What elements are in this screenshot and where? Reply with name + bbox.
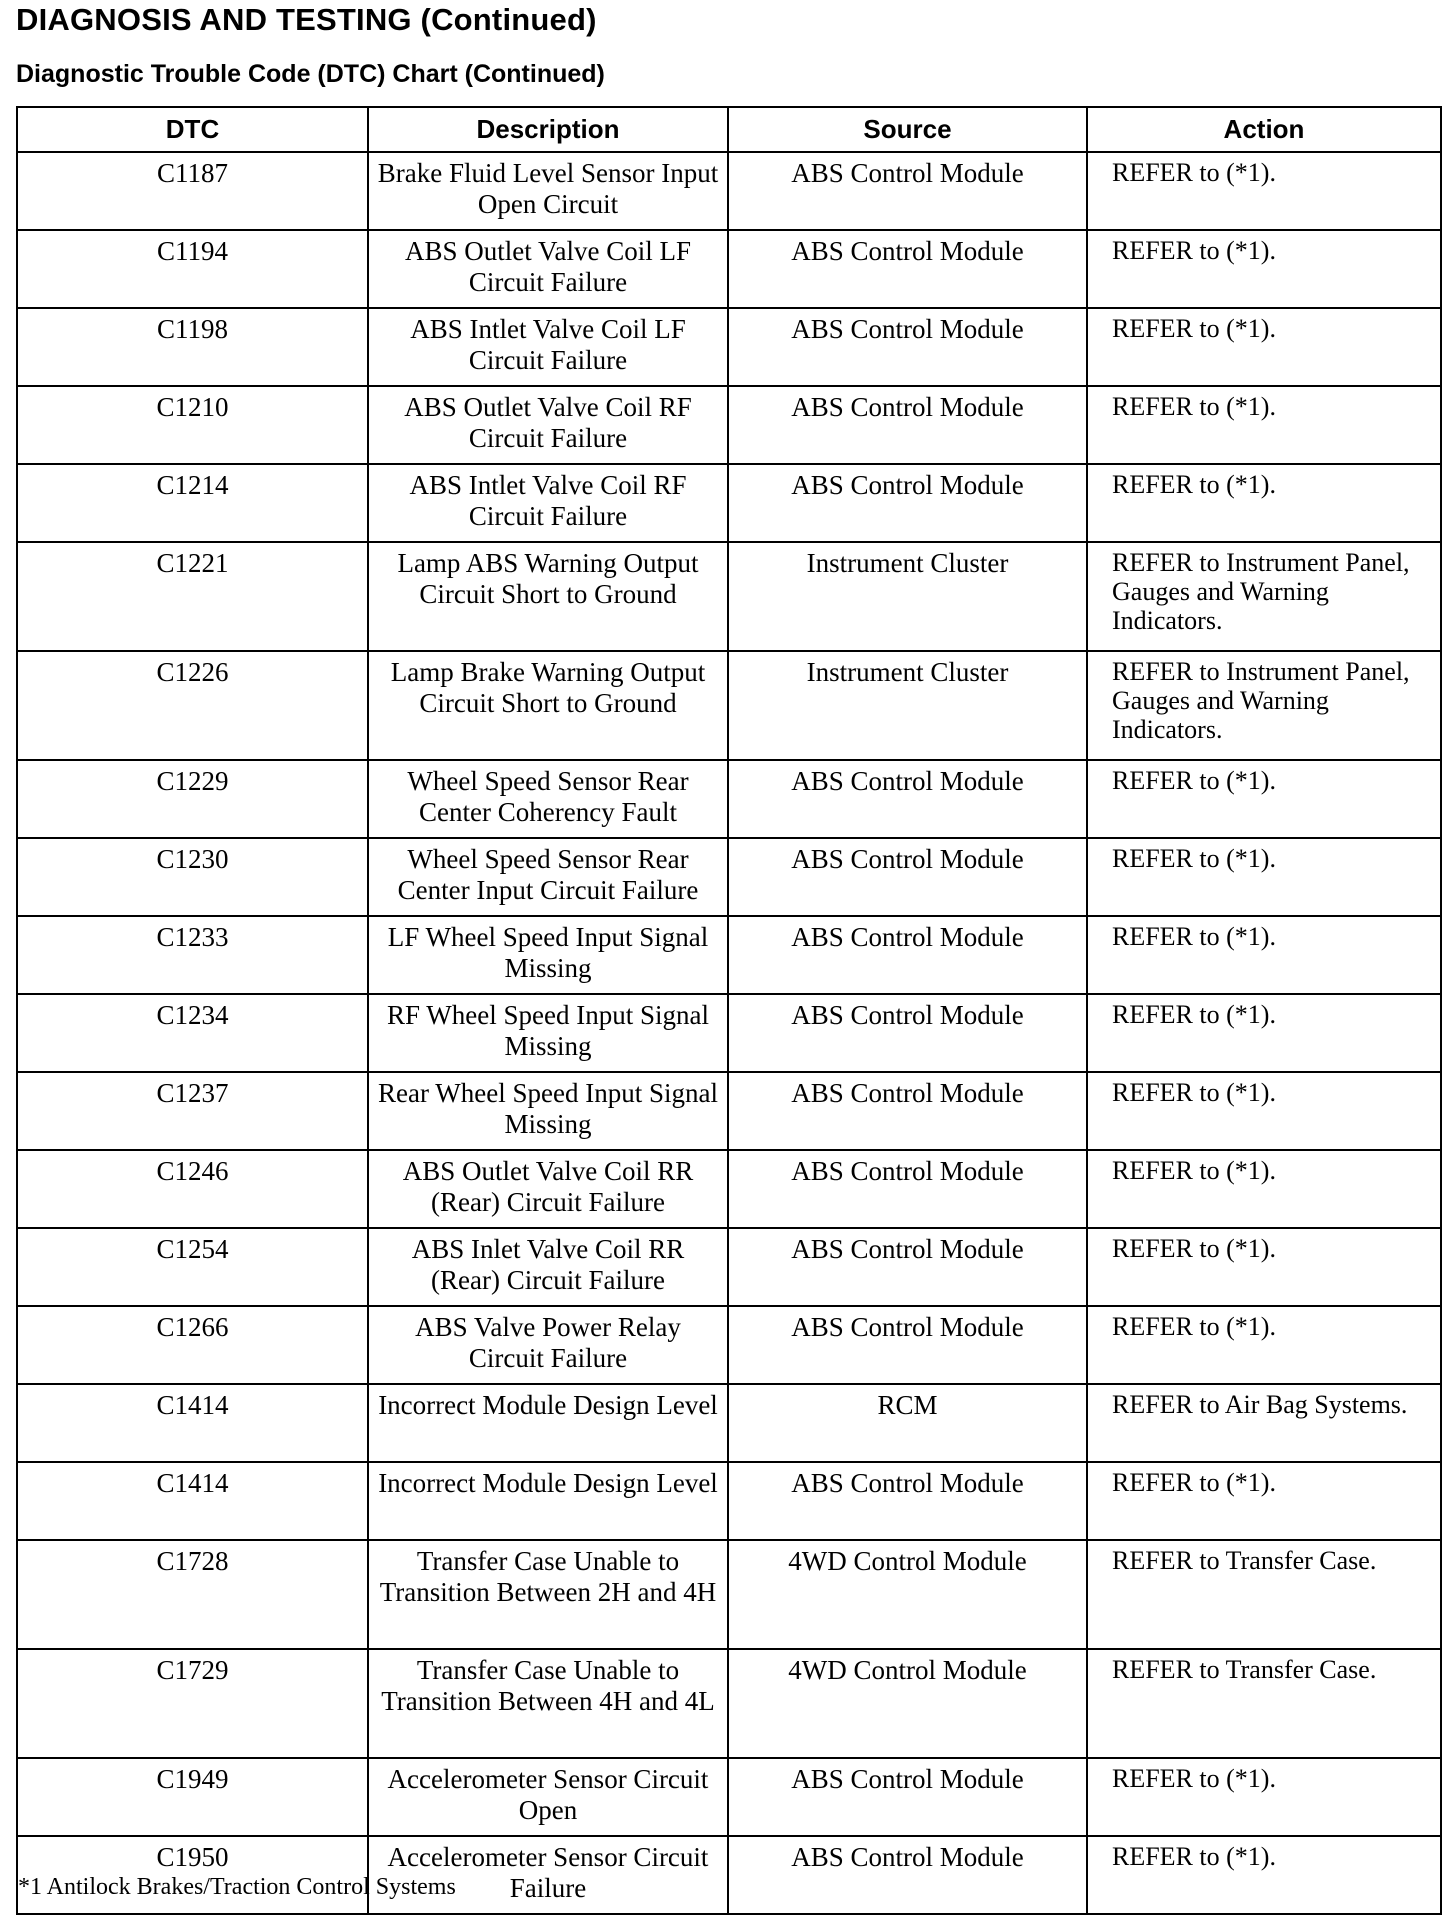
section-title: Diagnostic Trouble Code (DTC) Chart (Continued) [16,60,605,88]
dtc-source: ABS Control Module [728,1836,1087,1914]
table-row [17,916,1441,994]
column-header-source: Source [728,107,1087,152]
dtc-source: 4WD Control Module [728,1649,1087,1758]
table-row [17,1384,1441,1462]
dtc-action: REFER to Instrument Panel, Gauges and Warning Indicators. [1087,651,1441,760]
dtc-code: C1230 [17,838,368,916]
dtc-action: REFER to (*1). [1087,1228,1441,1306]
dtc-description: Accelerometer Sensor Circuit Failure [368,1836,728,1914]
dtc-code: C1237 [17,1072,368,1150]
dtc-code: C1728 [17,1540,368,1649]
dtc-code: C1187 [17,152,368,230]
dtc-source: ABS Control Module [728,152,1087,230]
dtc-action: REFER to (*1). [1087,152,1441,230]
dtc-action: REFER to Air Bag Systems. [1087,1384,1441,1462]
dtc-source: ABS Control Module [728,1306,1087,1384]
dtc-source: 4WD Control Module [728,1540,1087,1649]
dtc-action: REFER to (*1). [1087,994,1441,1072]
dtc-action: REFER to (*1). [1087,308,1441,386]
dtc-code: C1226 [17,651,368,760]
dtc-code: C1229 [17,760,368,838]
table-row [17,1540,1441,1649]
dtc-code: C1414 [17,1462,368,1540]
dtc-code: C1221 [17,542,368,651]
dtc-action: REFER to Instrument Panel, Gauges and Warning Indicators. [1087,542,1441,651]
column-header-description: Description [368,107,728,152]
dtc-description: Accelerometer Sensor Circuit Open [368,1758,728,1836]
dtc-action: REFER to (*1). [1087,386,1441,464]
dtc-source: ABS Control Module [728,464,1087,542]
table-row [17,308,1441,386]
dtc-code: C1246 [17,1150,368,1228]
dtc-table [16,106,1442,1915]
table-row [17,1228,1441,1306]
footnote: *1 Antilock Brakes/Traction Control Systems [18,1874,456,1900]
dtc-description: RF Wheel Speed Input Signal Missing [368,994,728,1072]
dtc-code: C1729 [17,1649,368,1758]
dtc-action: REFER to (*1). [1087,464,1441,542]
dtc-description: Wheel Speed Sensor Rear Center Coherency Fault [368,760,728,838]
table-row [17,230,1441,308]
dtc-action: REFER to Transfer Case. [1087,1649,1441,1758]
dtc-description: LF Wheel Speed Input Signal Missing [368,916,728,994]
table-row [17,1072,1441,1150]
dtc-source: ABS Control Module [728,1758,1087,1836]
dtc-action: REFER to (*1). [1087,1072,1441,1150]
table-header-row [17,107,1441,152]
dtc-code: C1233 [17,916,368,994]
dtc-action: REFER to (*1). [1087,838,1441,916]
dtc-action: REFER to Transfer Case. [1087,1540,1441,1649]
dtc-source: ABS Control Module [728,760,1087,838]
dtc-source: ABS Control Module [728,1462,1087,1540]
dtc-action: REFER to (*1). [1087,1306,1441,1384]
dtc-description: Lamp ABS Warning Output Circuit Short to Ground [368,542,728,651]
dtc-code: C1214 [17,464,368,542]
dtc-description: Incorrect Module Design Level [368,1462,728,1540]
dtc-code: C1234 [17,994,368,1072]
dtc-action: REFER to (*1). [1087,916,1441,994]
column-header-action: Action [1087,107,1441,152]
dtc-action: REFER to (*1). [1087,1150,1441,1228]
dtc-code: C1194 [17,230,368,308]
dtc-description: ABS Valve Power Relay Circuit Failure [368,1306,728,1384]
table-row [17,760,1441,838]
dtc-source: ABS Control Module [728,308,1087,386]
dtc-source: RCM [728,1384,1087,1462]
dtc-source: ABS Control Module [728,230,1087,308]
page-title: DIAGNOSIS AND TESTING (Continued) [16,2,597,37]
table-row [17,152,1441,230]
column-header-dtc: DTC [17,107,368,152]
table-row [17,994,1441,1072]
dtc-source: ABS Control Module [728,916,1087,994]
dtc-description: Rear Wheel Speed Input Signal Missing [368,1072,728,1150]
dtc-code: C1414 [17,1384,368,1462]
dtc-description: ABS Intlet Valve Coil LF Circuit Failure [368,308,728,386]
dtc-code: C1254 [17,1228,368,1306]
dtc-description: Transfer Case Unable to Transition Between 4H and 4L [368,1649,728,1758]
table-row [17,838,1441,916]
dtc-source: ABS Control Module [728,1150,1087,1228]
dtc-source: ABS Control Module [728,1228,1087,1306]
dtc-action: REFER to (*1). [1087,230,1441,308]
dtc-source: ABS Control Module [728,994,1087,1072]
table-row [17,1306,1441,1384]
table-row [17,386,1441,464]
table-row [17,542,1441,651]
dtc-description: Incorrect Module Design Level [368,1384,728,1462]
dtc-code: C1210 [17,386,368,464]
dtc-description: ABS Outlet Valve Coil RR (Rear) Circuit Failure [368,1150,728,1228]
dtc-source: ABS Control Module [728,386,1087,464]
dtc-description: Lamp Brake Warning Output Circuit Short to Ground [368,651,728,760]
dtc-source: ABS Control Module [728,1072,1087,1150]
dtc-description: ABS Intlet Valve Coil RF Circuit Failure [368,464,728,542]
dtc-code: C1950 [17,1836,368,1914]
dtc-description: Wheel Speed Sensor Rear Center Input Circuit Failure [368,838,728,916]
dtc-action: REFER to (*1). [1087,760,1441,838]
table-row [17,1758,1441,1836]
dtc-source: ABS Control Module [728,838,1087,916]
dtc-code: C1949 [17,1758,368,1836]
dtc-action: REFER to (*1). [1087,1758,1441,1836]
dtc-description: ABS Outlet Valve Coil RF Circuit Failure [368,386,728,464]
dtc-code: C1266 [17,1306,368,1384]
table-row [17,1150,1441,1228]
table-row [17,651,1441,760]
dtc-source: Instrument Cluster [728,651,1087,760]
dtc-description: Brake Fluid Level Sensor Input Open Circuit [368,152,728,230]
dtc-description: ABS Outlet Valve Coil LF Circuit Failure [368,230,728,308]
dtc-code: C1198 [17,308,368,386]
dtc-description: Transfer Case Unable to Transition Between 2H and 4H [368,1540,728,1649]
dtc-description: ABS Inlet Valve Coil RR (Rear) Circuit Failure [368,1228,728,1306]
table-row [17,1462,1441,1540]
table-row [17,464,1441,542]
table-row [17,1649,1441,1758]
dtc-action: REFER to (*1). [1087,1462,1441,1540]
dtc-action: REFER to (*1). [1087,1836,1441,1914]
dtc-source: Instrument Cluster [728,542,1087,651]
